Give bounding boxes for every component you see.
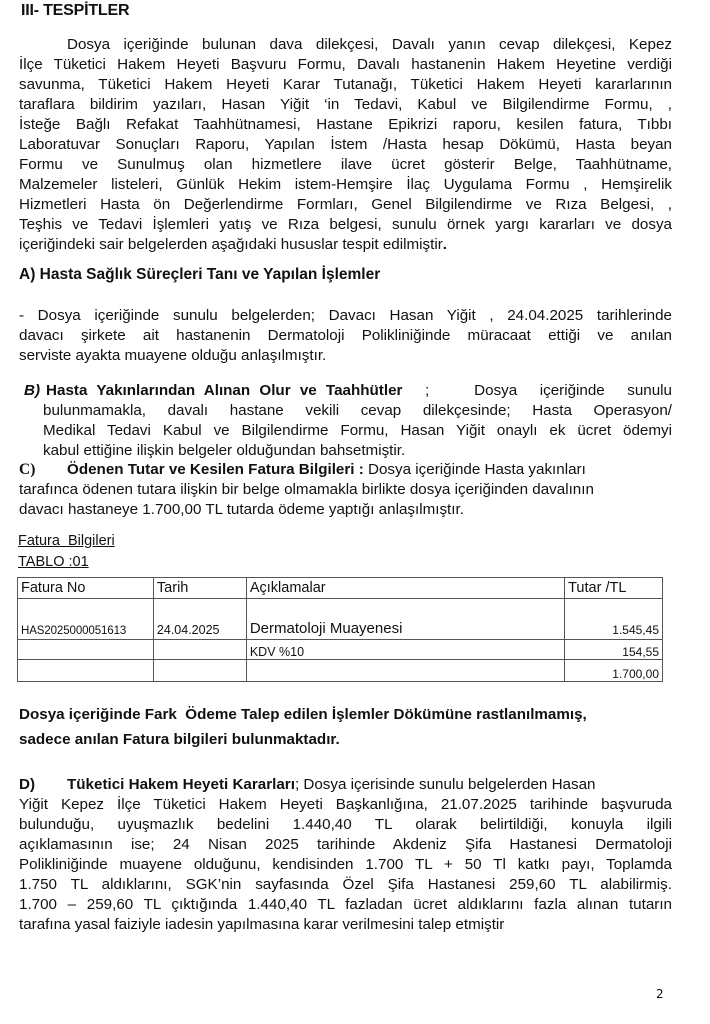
column-header-description: Açıklamalar [246,578,564,599]
section-d-line: Polikliniğinde muayene olduğunu, kendisinden 1.700 TL + 50 Tl katkı payı, Toplamda [19,856,672,873]
section-a-line: serviste ayakta muayene olduğu anlaşılmıştır. [19,347,327,364]
intro-line: Formu ve Sunulmuş olan hizmetlere ilave ücret gösterir Belge, Taahhütname, [19,156,672,173]
invoice-caption: Fatura Bilgileri [18,533,115,549]
cell-description: Dermatoloji Muayenesi [246,599,564,640]
section-b-first-line [24,381,672,400]
section-c-line: tarafınca ödenen tutara ilişkin bir belge olmamakla birlikte dosya içeriğinden davalının [19,481,594,498]
section-c-first-line [19,460,672,479]
section-b-rest: ; Dosya içeriğinde sunulu [402,382,672,399]
column-header-invoice-no: Fatura No [18,578,154,599]
intro-line: İsteğe Bağlı Refakat Taahhütnamesi, Hastane Epikrizi raporu, kesilen fatura, Tıbbı [19,116,672,133]
table-header-row [18,578,663,599]
intro-line: savunma, Tüketici Hakem Heyeti Karar Tutanağı, Tüketici Hakem Heyeti kararlarının [19,76,672,93]
cell-invoice-no [18,660,154,682]
section-c-line: davacı hastaneye 1.700,00 TL tutarda ödeme yaptığı anlaşılmıştır. [19,501,464,518]
section-b-marker: B) [24,382,41,399]
intro-line: Teşhis ve Tedavi İşlemleri yatış ve Rıza belgesi, sunulu örnek yargı kararları ve dosya [19,216,672,233]
table-label: TABLO :01 [18,554,89,570]
note-line: Dosya içeriğinde Fark Ödeme Talep edilen İşlemler Dökümüne rastlanılmamış, [19,706,587,723]
cell-date: 24.04.2025 [153,599,246,640]
section-a-title: A) Hasta Sağlık Süreçleri Tanı ve Yapılan İşlemler [19,266,381,283]
section-d-title: Tüketici Hakem Heyeti Kararları [67,776,295,793]
section-a-line: davacı şirkete ait hastanenin Dermatoloji Polikliniğinde müracaat ettiği ve anılan [19,327,672,344]
cell-date [153,660,246,682]
cell-description [246,660,564,682]
cell-total-amount: 1.700,00 [565,660,663,682]
cell-description: KDV %10 [246,640,564,660]
section-d-line: tarafına yasal faiziyle iadesin yapılmasına karar verilmesini talep etmiştir [19,916,505,933]
section-d-rest: ; Dosya içerisinde sunulu belgelerden Hasan [294,776,596,793]
page-number: 2 [656,987,664,1001]
section-c-rest: Dosya içeriğinde Hasta yakınları [363,461,586,478]
intro-line: Malzemeler listeleri, Günlük Hekim istem-Hemşire İlaç Uygulama Formu , Hemşirelik [19,176,672,193]
section-b-title: Hasta Yakınlarından Alınan Olur ve Taahhütler [46,382,403,399]
cell-amount: 154,55 [565,640,663,660]
table-row [18,599,663,640]
section-d-line: açıklamasının ise; 24 Nisan 2025 tarihinde Akdeniz Şifa Hastanesi Dermatoloji [19,836,672,853]
intro-line: Dosya içeriğinde bulunan dava dilekçesi, Davalı yanın cevap dilekçesi, Kepez [67,36,672,53]
section-d-marker: D) [19,776,36,793]
section-d-line: 1.700 – 259,60 TL çıktığında 1.440,40 TL fazladan ücret aldıklarını fazla alınan tutarın [19,896,672,913]
section-b-line: kabul ettiğine ilişkin belgeler olduğundan bahsetmiştir. [43,442,406,459]
table-row [18,640,663,660]
column-header-amount: Tutar /TL [565,578,663,599]
intro-last-line [19,235,672,254]
section-d-line: 1.750 TL aldıklarını, SGK’nin sayfasında Özel Şifa Hastanesi 259,60 TL alabilirmiş. [19,876,672,893]
intro-line: Laboratuvar Sonuçları Raporu, Yapılan İstem /Hasta hesap Dökümü, Hasta beyan [19,136,672,153]
section-d-line: Yiğit Kepez İlçe Tüketici Hakem Heyeti Başkanlığına, 21.07.2025 tarihinde başvuruda [19,796,672,813]
section-c-title: Ödenen Tutar ve Kesilen Fatura Bilgileri : [67,461,364,478]
table-row-total [18,660,663,682]
section-c-marker: C) [19,461,36,478]
cell-date [153,640,246,660]
cell-amount: 1.545,45 [565,599,663,640]
section-b-line: bulunmamakla, davalı hastane vekili cevap dilekçesinde; Hasta Operasyon/ [43,402,672,419]
section-d-first-line [19,775,672,794]
note-line: sadece anılan Fatura bilgileri bulunmaktadır. [19,731,340,748]
cell-invoice-no: HAS2025000051613 [18,599,154,640]
intro-line-text: içeriğindeki sair belgelerden aşağıdaki hususlar tespit edilmiştir [19,236,443,253]
cell-invoice-no [18,640,154,660]
section-heading: III- TESPİTLER [21,2,130,19]
column-header-date: Tarih [153,578,246,599]
intro-line: İlçe Tüketici Hakem Heyeti Başvuru Formu, Davalı hastanenin Hakem Heyetine verdiği [19,56,672,73]
intro-line: Hizmetleri Hasta ön Değerlendirme Formları, Genel Bilgilendirme ve Rıza Belgesi, , [19,196,672,213]
section-b-line: Medikal Tedavi Kabul ve Bilgilendirme Formu, Hasan Yiğit onaylı ek ücret ödemyi [43,422,672,439]
intro-line: taraflara bildirim yazıları, Hasan Yiğit ‘in Tedavi, Kabul ve Bilgilendirme Formu, , [19,96,672,113]
section-d-line: bulunduğu, uyuşmazlık bedelini 1.440,40 TL olarak belirtildiği, konuyla ilgili [19,816,672,833]
section-a-line: - Dosya içeriğinde sunulu belgelerden; Davacı Hasan Yiğit , 24.04.2025 tarihlerinde [19,307,672,324]
intro-period: . [442,236,448,253]
invoice-table [17,577,663,682]
